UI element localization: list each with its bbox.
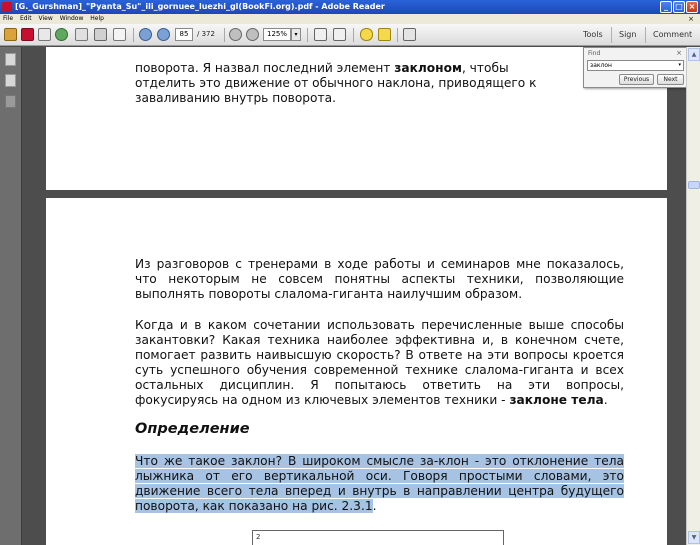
pages-icon[interactable] xyxy=(5,53,16,66)
open-icon[interactable] xyxy=(4,28,17,41)
navigation-pane xyxy=(0,47,22,545)
find-label: Find xyxy=(588,50,601,57)
menu-view[interactable]: View xyxy=(38,15,53,22)
toolbar-divider xyxy=(397,28,398,42)
highlight-icon[interactable] xyxy=(378,28,391,41)
selected-paragraph[interactable]: Что же такое заклон? В широком смысле за-клон - это отклонение тела лыжника от его вертикальной оси. Говоря простыми словами, это движение всего тела вперед и внутрь в направлении центра будущего поворота, как показано на рис. 2.3.1. xyxy=(135,454,624,513)
pdf-page xyxy=(46,47,667,190)
scroll-thumb[interactable] xyxy=(688,181,700,189)
toolbar-divider xyxy=(224,28,225,42)
find-input[interactable]: заклон ▾ xyxy=(587,60,684,71)
section-heading: Определение xyxy=(135,421,250,437)
bookmarks-icon[interactable] xyxy=(5,74,16,87)
title-bar xyxy=(0,0,700,14)
toolbar-divider xyxy=(307,28,308,42)
print-icon[interactable] xyxy=(94,28,107,41)
zoom-in-icon[interactable] xyxy=(246,28,259,41)
menu-window[interactable]: Window xyxy=(59,15,84,22)
vertical-scrollbar[interactable] xyxy=(686,47,700,545)
document-view[interactable] xyxy=(23,47,686,545)
menu-file[interactable]: File xyxy=(3,15,14,22)
page-number-input[interactable]: 85 xyxy=(175,28,193,41)
toolbar-divider xyxy=(645,27,646,43)
edit-icon[interactable] xyxy=(38,28,51,41)
pdf-page xyxy=(46,198,667,545)
sign-button[interactable]: Sign xyxy=(619,30,637,39)
page-text-line: поворота. Я назвал последний элемент заклоном, чтобы xyxy=(135,61,509,75)
toolbar xyxy=(0,24,700,46)
menu-edit[interactable]: Edit xyxy=(19,15,32,22)
close-document-icon[interactable]: × xyxy=(688,15,694,23)
paragraph: Когда и в каком сочетании использовать перечисленные выше способы закантовки? Какая техника наиболее эффективна и, в конечном счете, помогает развить наивысшую скорость? В ответе на эти вопросы кроется суть успешного обучения современной технике слалома-гиганта и всех остальных дисциплин. Я попытаюсь ответить на эти вопросы, фокусируясь на одном из ключевых элементов техники - заклоне тела. xyxy=(135,318,624,407)
find-dropdown-icon[interactable]: ▾ xyxy=(678,62,681,68)
create-pdf-icon[interactable] xyxy=(21,28,34,41)
fit-width-icon[interactable] xyxy=(333,28,346,41)
page-text-line: заваливанию внутрь поворота. xyxy=(135,91,336,105)
close-button[interactable]: × xyxy=(686,1,698,13)
scroll-up-button[interactable]: ▲ xyxy=(688,48,700,61)
toolbar-divider xyxy=(611,27,612,43)
signatures-icon[interactable] xyxy=(5,95,16,108)
toolbar-divider xyxy=(133,28,134,42)
sticky-note-icon[interactable] xyxy=(360,28,373,41)
maximize-button[interactable]: □ xyxy=(673,1,685,13)
find-previous-button[interactable]: Previous xyxy=(619,74,654,85)
zoom-dropdown[interactable]: ▾ xyxy=(291,28,301,41)
cloud-icon[interactable] xyxy=(55,28,68,41)
page-text-line: отделить это движение от обычного наклона, приводящего к xyxy=(135,76,537,90)
adobe-reader-icon xyxy=(2,2,12,12)
figure-frame xyxy=(252,530,504,545)
zoom-input[interactable]: 125% xyxy=(263,28,291,41)
page-total: / 372 xyxy=(197,30,215,38)
scroll-down-button[interactable]: ▼ xyxy=(688,531,700,544)
menu-help[interactable]: Help xyxy=(90,15,104,22)
minimize-button[interactable]: _ xyxy=(660,1,672,13)
save-icon[interactable] xyxy=(75,28,88,41)
find-next-button[interactable]: Next xyxy=(657,74,684,85)
find-close-icon[interactable]: × xyxy=(676,49,682,57)
email-icon[interactable] xyxy=(113,28,126,41)
read-mode-icon[interactable] xyxy=(403,28,416,41)
zoom-out-icon[interactable] xyxy=(229,28,242,41)
previous-page-icon[interactable] xyxy=(139,28,152,41)
paragraph: Из разговоров с тренерами в ходе работы и семинаров мне показалось, что некоторым не совсем понятны аспекты техники, позволяющие выполнять повороты слалома-гиганта наилучшим образом. xyxy=(135,257,624,301)
window-title: [G._Gurshman]_"Pyanta_Su"_ili_gornuee_luezhi_gl(BookFi.org).pdf - Adobe Reader xyxy=(15,2,385,11)
figure-mark: 2 xyxy=(256,533,261,541)
next-page-icon[interactable] xyxy=(157,28,170,41)
fit-page-icon[interactable] xyxy=(314,28,327,41)
comment-button[interactable]: Comment xyxy=(653,30,693,39)
menu-bar xyxy=(0,14,700,24)
toolbar-divider xyxy=(353,28,354,42)
text-selection[interactable]: Что же такое заклон? В широком смысле за-клон - это отклонение тела лыжника от его вертикальной оси. Говоря простыми словами, это движение всего тела вперед и внутрь в направлении центра будущего поворота, как показано на рис. 2.3.1 xyxy=(135,454,624,513)
find-panel xyxy=(583,47,687,88)
tools-button[interactable]: Tools xyxy=(583,30,603,39)
